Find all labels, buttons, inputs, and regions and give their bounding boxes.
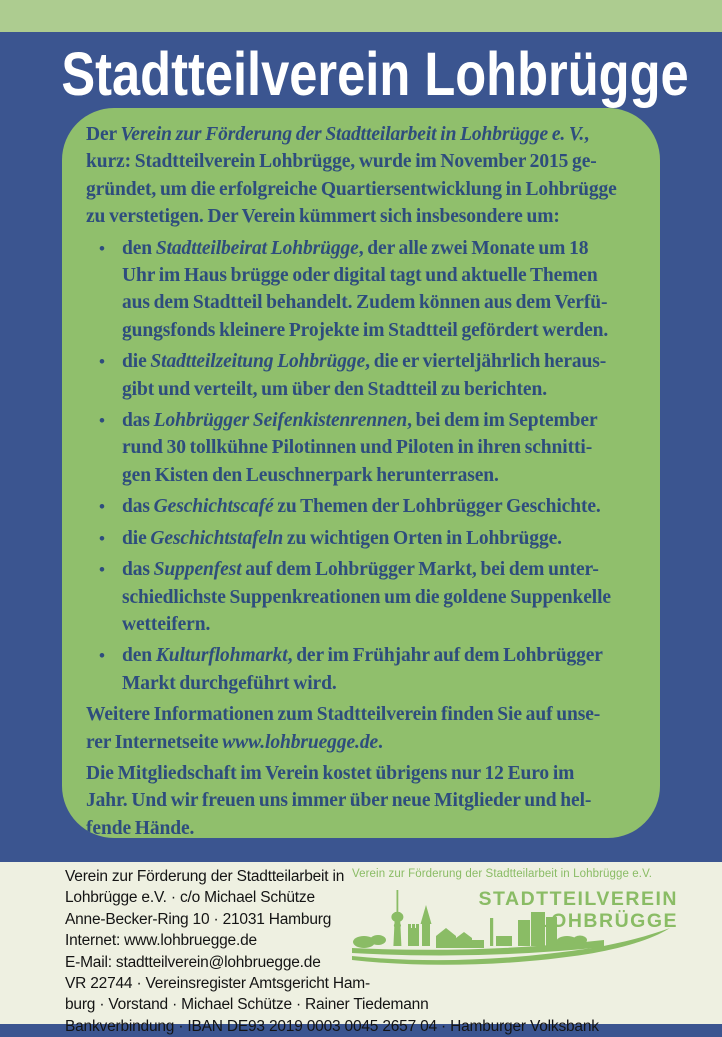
text: Uhr im Haus brügge oder digital tagt und aktuelle Themen [122,265,598,287]
text-line [122,407,644,434]
text: aus dem Stadtteil behandelt. Zudem können aus dem Verfü- [122,292,608,314]
text-line [122,584,644,611]
text: Markt durchgeführt wird. [122,672,337,694]
text: kurz: Stadtteilverein Lohbrügge, wurde im November 2015 ge- [86,151,597,173]
top-border-strip [0,0,722,32]
footer-text-line: VR 22744 · Vereinsregister Amtsgericht Ham- [65,975,370,993]
bullet-text [122,235,644,345]
footer-text-line: Verein zur Förderung der Stadtteilarbeit in [65,868,345,885]
bullet-text [122,407,644,489]
text: gen Kisten den Leuschnerpark herunterrasen. [122,464,499,486]
text-line [122,525,644,552]
text: das [122,559,154,581]
text: , [584,124,589,145]
text: , bei dem im September [407,410,598,432]
italic-text: Verein zur Förderung der Stadtteilarbeit in Lohbrügge e. V. [120,124,585,145]
intro-paragraph [86,121,644,231]
text: rer Internetseite [86,731,223,753]
text-line [122,376,644,403]
logo-tagline: Verein zur Förderung der Stadtteilarbeit in Lohbrügge e.V. [352,868,653,880]
bullet-dot: • [99,352,105,372]
bullet-item [86,407,644,489]
text: die [122,527,151,549]
logo-name-line2: LOHBRÜGGE [537,910,678,932]
text: den [122,645,156,667]
text-line [122,642,644,669]
text-line [86,815,644,838]
text: Der [86,124,121,145]
italic-text: Suppenfest [153,559,242,581]
text: gibt und verteilt, um über den Stadtteil zu berichten. [122,378,547,400]
footer-text-line: Lohbrügge e.V. · c/o Michael Schütze [65,889,315,907]
text: zu Themen der Lohbrügger Geschichte. [273,496,601,518]
bullet-item [86,493,644,520]
footer-text-line: Internet: www.lohbruegge.de [65,932,257,950]
text: , der im Frühjahr auf dem Lohbrügger [287,645,603,667]
bullet-text [122,556,644,638]
outro-paragraph-membership [86,760,644,838]
text: , die er vierteljährlich heraus- [365,351,607,373]
italic-text: Kulturflohmarkt [155,645,288,667]
text: Die Mitgliedschaft im Verein kostet übrigens nur 12 Euro im [86,762,575,784]
bullet-dot: • [99,411,105,431]
text-line [86,176,644,203]
text: gründet, um die erfolgreiche Quartiersentwicklung in Lohbrügge [86,178,617,200]
text-line [86,729,644,756]
text: das [122,496,154,518]
text: Weitere Informationen zum Stadtteilverein finden Sie auf unse- [86,704,601,726]
bullet-dot: • [99,497,105,517]
bullet-item [86,642,644,697]
footer-text-line: burg · Vorstand · Michael Schütze · Rainer Tiedemann [65,996,429,1014]
text-line [122,235,644,262]
logo-name [479,888,678,932]
main-blue-area [0,32,722,862]
text-line [122,317,644,344]
text: schiedlichste Suppenkreationen um die goldene Suppenkelle [122,586,611,608]
text: rund 30 tollkühne Pilotinnen und Piloten in ihren schnitti- [122,437,593,459]
bullet-dot: • [99,560,105,580]
content-box [62,108,660,838]
text: zu verstetigen. Der Verein kümmert sich insbesondere um: [86,206,560,228]
italic-text: Geschichtstafeln [150,527,284,549]
text-line [122,289,644,316]
text-line [122,611,644,638]
text: zu wichtigen Orten in Lohbrügge. [283,527,562,549]
bullet-item [86,348,644,403]
text-line [122,262,644,289]
text: gungsfonds kleinere Projekte im Stadtteil gefördert werden. [122,319,609,341]
footer-text-line: Anne-Becker-Ring 10 · 21031 Hamburg [65,910,332,928]
text: wetteifern. [122,613,211,635]
text: auf dem Lohbrügger Markt, bei dem unter- [241,559,599,581]
bullet-dot: • [99,528,105,548]
bullet-item [86,235,644,345]
text-line [122,348,644,375]
text-line [122,670,644,697]
text: fende Hände. [86,817,195,838]
bullet-item [86,525,644,552]
text-line [86,760,644,787]
italic-text: Geschichtscafé [153,496,274,518]
bullet-text [122,493,644,520]
text: die [122,351,151,373]
text-line [122,462,644,489]
footer-text-line: Bankverbindung · IBAN DE93 2019 0003 0045 2657 04 · Hamburger Volksbank [65,1017,599,1035]
italic-text: Lohbrügger Seifenkistenrennen [153,410,408,432]
text-line [122,434,644,461]
text-line [86,148,644,175]
footer-text-line: E-Mail: stadtteilverein@lohbruegge.de [65,953,321,971]
outro-paragraph-website [86,701,644,756]
text-line [86,203,644,230]
page-title: Stadtteilverein Lohbrügge [61,40,689,108]
logo-name-line1: STADTTEILVEREIN [478,888,678,910]
italic-text: Stadtteilbeirat Lohbrügge [155,237,359,259]
text: Jahr. Und wir freuen uns immer über neue Mitglieder und hel- [86,790,592,812]
bullet-item [86,556,644,638]
bullet-text [122,348,644,403]
text: den [122,237,156,259]
text: das [122,410,154,432]
text-line [86,121,644,148]
text-line [86,787,644,814]
bullet-text [122,642,644,697]
feature-bullet-list [86,235,644,698]
association-logo [352,868,678,980]
italic-text: www.lohbruegge.de [222,731,379,753]
bullet-text [122,525,644,552]
bullet-dot: • [99,646,105,666]
footer [0,862,722,1035]
text-line [86,701,644,728]
text: . [378,731,383,753]
bullet-dot: • [99,238,105,258]
text: , der alle zwei Monate um 18 [358,237,589,259]
text-line [122,556,644,583]
italic-text: Stadtteilzeitung Lohbrügge [150,351,366,373]
text-line [122,493,644,520]
